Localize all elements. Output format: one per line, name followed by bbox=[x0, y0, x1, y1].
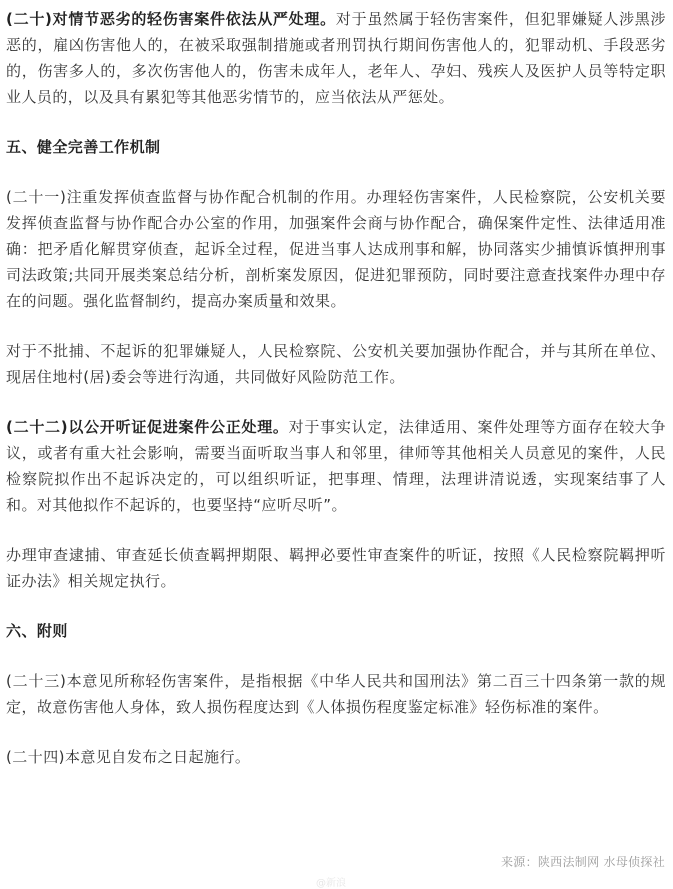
paragraph-21: (二十一)注重发挥侦查监督与协作配合机制的作用。办理轻伤害案件，人民检察院，公安机关要发挥侦查监督与协作配合办公室的作用，加强案件会商与协作配合，确保案件定性、法律适用准确：把矛盾化解贯穿侦查，起诉全过程，促进当事人达成刑事和解，协同落实少捕慎诉慎押刑事司法政策;共同开展类案总结分析，剖析案发原因，促进犯罪预防，同时要注意查找案件办理中存在的问题。强化监督制约，提高办案质量和效果。 bbox=[6, 188, 666, 310]
watermark: @新浪 bbox=[316, 878, 346, 889]
section-5-heading: 五、健全完善工作机制 bbox=[6, 138, 161, 156]
paragraph-24: (二十四)本意见自发布之日起施行。 bbox=[6, 748, 251, 766]
paragraph-20-title: (二十)对情节恶劣的轻伤害案件依法从严处理。 bbox=[6, 10, 336, 28]
paragraph-23: (二十三)本意见所称轻伤害案件，是指根据《中华人民共和国刑法》第二百三十四条第一款的规定，故意伤害他人身体，致人损伤程度达到《人体损伤程度鉴定标准》轻伤标准的案件。 bbox=[6, 672, 666, 716]
paragraph-22 bbox=[6, 414, 666, 518]
section-6-heading: 六、附则 bbox=[6, 622, 68, 640]
paragraph-20-text: 对于虽然属于轻伤害案件，但犯罪嫌疑人涉黑涉恶的，雇凶伤害他人的，在被采取强制措施或者刑罚执行期间伤害他人的，犯罪动机、手段恶劣的，伤害多人的，多次伤害他人的，伤害未成年人，老年人、孕妇、残疾人及医护人员等特定职业人员的，以及具有累犯等其他恶劣情节的，应当依法从严惩处。 bbox=[6, 10, 666, 106]
paragraph-22-text: 对于事实认定，法律适用、案件处理等方面存在较大争议，或者有重大社会影响，需要当面听取当事人和邻里，律师等其他相关人员意见的案件，人民检察院拟作出不起诉决定的，可以组织听证，把事理、情理，法理讲清说透，实现案结事了人和。对其他拟作不起诉的，也要坚持“应听尽听”。 bbox=[6, 418, 666, 514]
paragraph-22-title: (二十二)以公开听证促进案件公正处理。 bbox=[6, 418, 289, 436]
source-credit: 来源：陕西法制网 水母侦探社 bbox=[500, 855, 665, 869]
paragraph-22-continued: 办理审查逮捕、审查延长侦查羁押期限、羁押必要性审查案件的听证，按照《人民检察院羁押听证办法》相关规定执行。 bbox=[6, 546, 666, 590]
paragraph-20 bbox=[6, 6, 666, 110]
article-body bbox=[6, 6, 666, 770]
paragraph-21-continued: 对于不批捕、不起诉的犯罪嫌疑人，人民检察院、公安机关要加强协作配合，并与其所在单位、现居住地村(居)委会等进行沟通，共同做好风险防范工作。 bbox=[6, 342, 666, 386]
